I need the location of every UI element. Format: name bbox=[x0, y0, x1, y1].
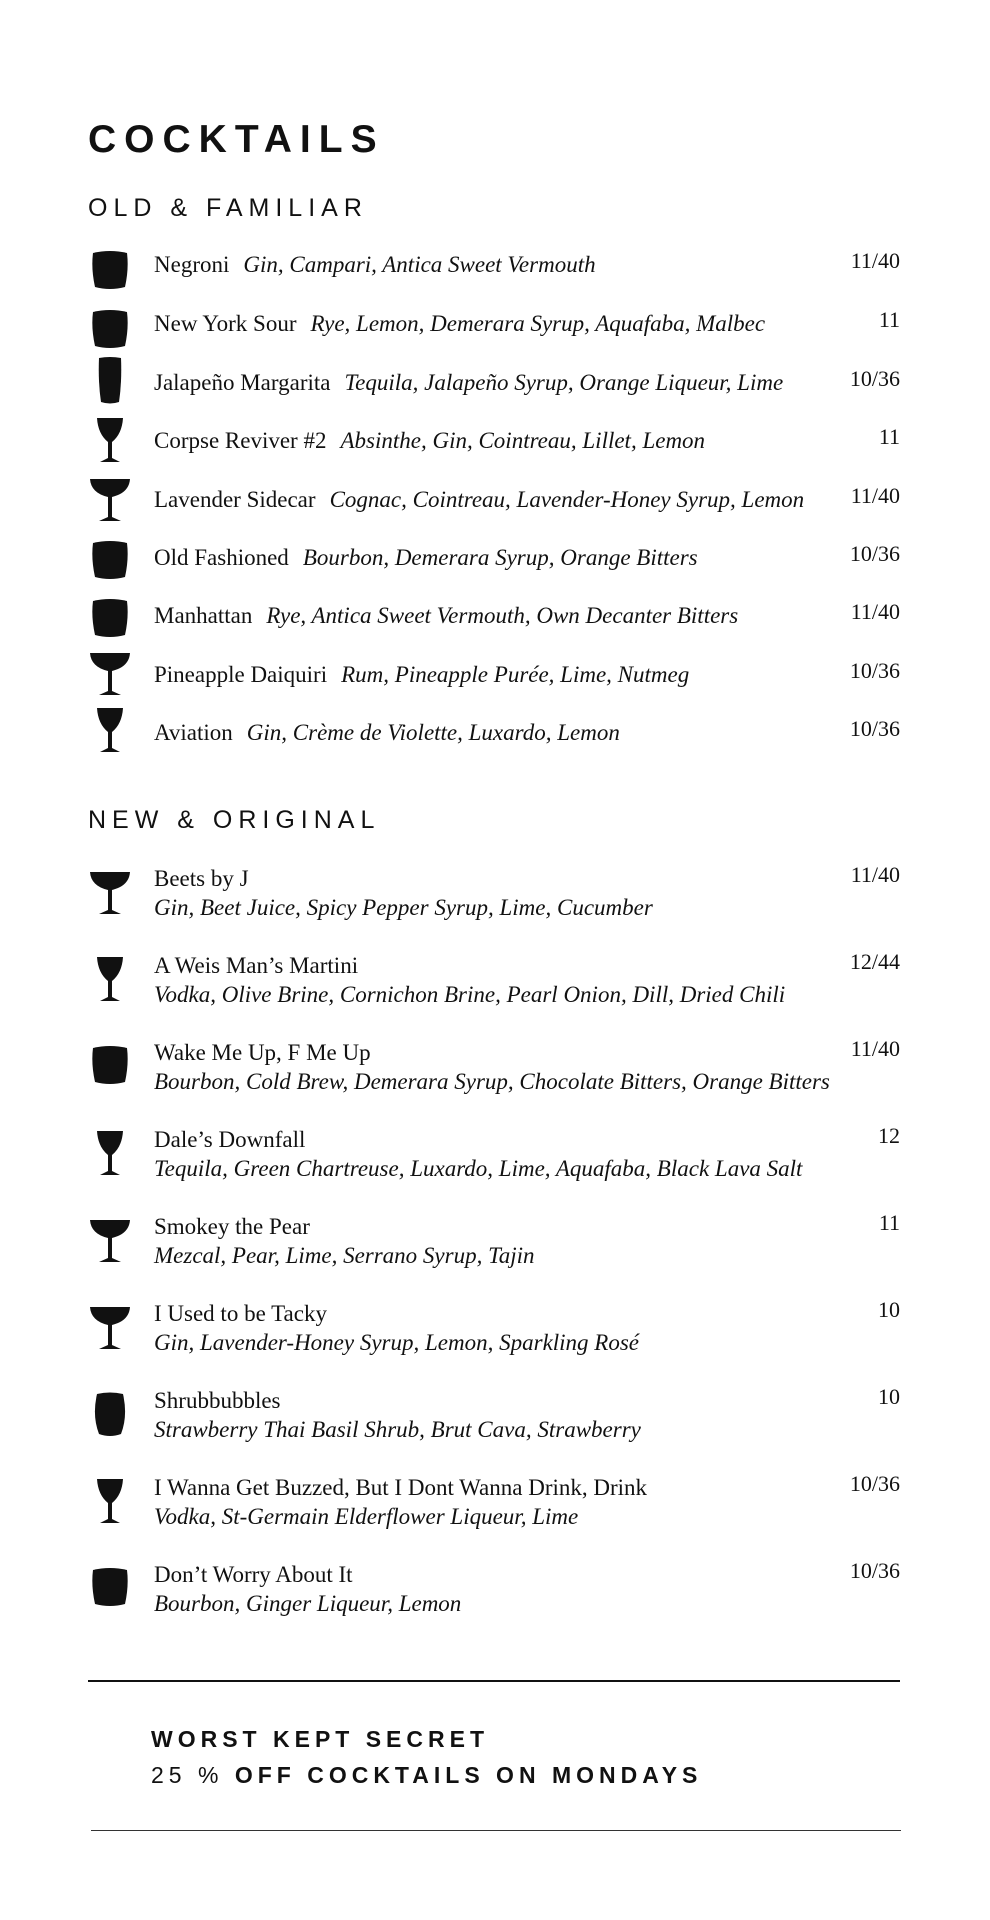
coupe-glass-icon bbox=[85, 868, 135, 918]
drink-price: 10/36 bbox=[849, 1471, 900, 1496]
menu-item-line bbox=[154, 603, 738, 629]
drink-ingredients: Rum, Pineapple Purée, Lime, Nutmeg bbox=[341, 662, 690, 687]
drink-ingredients: Tequila, Jalapeño Syrup, Orange Liqueur, Lime bbox=[344, 370, 784, 395]
drink-ingredients: Absinthe, Gin, Cointreau, Lillet, Lemon bbox=[340, 428, 706, 453]
menu-item bbox=[0, 424, 990, 488]
coupe-glass-icon bbox=[85, 1303, 135, 1353]
highball-glass-icon bbox=[85, 356, 135, 406]
menu-item bbox=[0, 1036, 990, 1100]
menu-item-line bbox=[154, 487, 804, 513]
drink-price: 11/40 bbox=[850, 599, 900, 624]
drink-price: 10/36 bbox=[849, 366, 900, 391]
coupe-glass-icon bbox=[85, 1216, 135, 1266]
drink-price: 11 bbox=[878, 307, 900, 332]
drink-price: 10/36 bbox=[849, 1558, 900, 1583]
coupe-glass-icon bbox=[85, 475, 135, 525]
rocks-glass-icon bbox=[85, 1042, 135, 1092]
promo-title: WORST KEPT SECRET bbox=[151, 1726, 490, 1752]
drink-name: Shrubbubbles bbox=[154, 1388, 281, 1413]
martini-glass-icon bbox=[85, 416, 135, 466]
drink-price: 11/40 bbox=[850, 248, 900, 273]
menu-item bbox=[0, 541, 990, 605]
promo-offer bbox=[151, 1762, 702, 1789]
drink-name: Dale’s Downfall bbox=[154, 1127, 306, 1152]
menu-item-line bbox=[154, 370, 783, 396]
drink-price: 11/40 bbox=[850, 862, 900, 887]
drink-name: Negroni bbox=[154, 252, 230, 277]
drink-name: Smokey the Pear bbox=[154, 1214, 310, 1239]
drink-name: I Wanna Get Buzzed, But I Dont Wanna Drink, Drink bbox=[154, 1475, 648, 1500]
drink-ingredients: Cognac, Cointreau, Lavender-Honey Syrup, Lemon bbox=[329, 487, 805, 512]
menu-item bbox=[0, 1558, 990, 1622]
drink-price: 10/36 bbox=[849, 716, 900, 741]
menu-item bbox=[0, 862, 990, 926]
drink-ingredients: Gin, Campari, Antica Sweet Vermouth bbox=[243, 252, 596, 277]
drink-price: 10 bbox=[878, 1384, 900, 1409]
menu-item bbox=[0, 366, 990, 430]
menu-item-line bbox=[154, 252, 596, 278]
drink-ingredients: Rye, Lemon, Demerara Syrup, Aquafaba, Malbec bbox=[310, 311, 766, 336]
drink-ingredients: Vodka, Olive Brine, Cornichon Brine, Pearl Onion, Dill, Dried Chili bbox=[154, 982, 786, 1007]
martini-glass-icon bbox=[85, 1129, 135, 1179]
drink-name: Corpse Reviver #2 bbox=[154, 428, 327, 453]
rocks-glass-icon bbox=[85, 595, 135, 645]
menu-item-line bbox=[154, 545, 698, 571]
drink-ingredients: Bourbon, Cold Brew, Demerara Syrup, Chocolate Bitters, Orange Bitters bbox=[154, 1069, 830, 1094]
menu-item bbox=[0, 599, 990, 663]
drink-name: Lavender Sidecar bbox=[154, 487, 316, 512]
rocks-glass-icon bbox=[85, 247, 135, 297]
stemless-wine-glass-icon bbox=[85, 1390, 135, 1440]
section-heading-new-original: NEW & ORIGINAL bbox=[88, 806, 381, 834]
promo-percent: 25 % bbox=[151, 1762, 235, 1788]
drink-ingredients: Bourbon, Demerara Syrup, Orange Bitters bbox=[302, 545, 698, 570]
menu-title: COCKTAILS bbox=[88, 118, 385, 161]
promo-offer-text: OFF COCKTAILS ON MONDAYS bbox=[234, 1762, 703, 1788]
rocks-glass-icon bbox=[85, 537, 135, 587]
menu-item-line bbox=[154, 311, 765, 337]
drink-name: Jalapeño Margarita bbox=[154, 370, 331, 395]
drink-name: Wake Me Up, F Me Up bbox=[154, 1040, 371, 1065]
drink-price: 10 bbox=[878, 1297, 900, 1322]
drink-price: 11 bbox=[878, 1210, 900, 1235]
drink-name: Aviation bbox=[154, 720, 233, 745]
menu-item bbox=[0, 307, 990, 371]
drink-name: I Used to be Tacky bbox=[154, 1301, 327, 1326]
drink-price: 10/36 bbox=[849, 658, 900, 683]
drink-ingredients: Rye, Antica Sweet Vermouth, Own Decanter Bitters bbox=[266, 603, 739, 628]
menu-item-line bbox=[154, 662, 689, 688]
menu-item bbox=[0, 483, 990, 547]
menu-item bbox=[0, 1123, 990, 1187]
martini-glass-icon bbox=[85, 955, 135, 1005]
menu-item bbox=[0, 1297, 990, 1361]
drink-ingredients: Tequila, Green Chartreuse, Luxardo, Lime, Aquafaba, Black Lava Salt bbox=[154, 1156, 803, 1181]
drink-ingredients: Gin, Beet Juice, Spicy Pepper Syrup, Lime, Cucumber bbox=[154, 895, 653, 920]
drink-name: Old Fashioned bbox=[154, 545, 289, 570]
divider-bottom bbox=[91, 1830, 901, 1831]
menu-item bbox=[0, 949, 990, 1013]
drink-name: Pineapple Daiquiri bbox=[154, 662, 328, 687]
menu-item-line bbox=[154, 720, 620, 746]
drink-ingredients: Bourbon, Ginger Liqueur, Lemon bbox=[154, 1591, 462, 1616]
drink-name: New York Sour bbox=[154, 311, 297, 336]
drink-price: 10/36 bbox=[849, 541, 900, 566]
drink-name: Beets by J bbox=[154, 866, 249, 891]
drink-name: Don’t Worry About It bbox=[154, 1562, 353, 1587]
menu-item-line bbox=[154, 428, 705, 454]
drink-price: 11/40 bbox=[850, 483, 900, 508]
drink-ingredients: Mezcal, Pear, Lime, Serrano Syrup, Tajin bbox=[154, 1243, 535, 1268]
drink-price: 12/44 bbox=[849, 949, 900, 974]
section-heading-old-familiar: OLD & FAMILIAR bbox=[88, 194, 368, 222]
rocks-glass-icon bbox=[85, 1564, 135, 1614]
martini-glass-icon bbox=[85, 706, 135, 756]
menu-item bbox=[0, 1384, 990, 1448]
menu-item bbox=[0, 248, 990, 312]
menu-item bbox=[0, 658, 990, 722]
drink-ingredients: Gin, Crème de Violette, Luxardo, Lemon bbox=[246, 720, 620, 745]
drink-price: 12 bbox=[878, 1123, 900, 1148]
drink-name: Manhattan bbox=[154, 603, 253, 628]
drink-ingredients: Gin, Lavender-Honey Syrup, Lemon, Sparkling Rosé bbox=[154, 1330, 640, 1355]
drink-price: 11 bbox=[878, 424, 900, 449]
drink-name: A Weis Man’s Martini bbox=[154, 953, 359, 978]
drink-ingredients: Strawberry Thai Basil Shrub, Brut Cava, Strawberry bbox=[154, 1417, 641, 1442]
menu-item bbox=[0, 1210, 990, 1274]
drink-ingredients: Vodka, St-Germain Elderflower Liqueur, Lime bbox=[154, 1504, 579, 1529]
menu-item bbox=[0, 1471, 990, 1535]
rocks-glass-icon bbox=[85, 306, 135, 356]
martini-glass-icon bbox=[85, 1477, 135, 1527]
drink-price: 11/40 bbox=[850, 1036, 900, 1061]
coupe-glass-icon bbox=[85, 649, 135, 699]
menu-item bbox=[0, 716, 990, 780]
divider-top bbox=[88, 1680, 900, 1682]
